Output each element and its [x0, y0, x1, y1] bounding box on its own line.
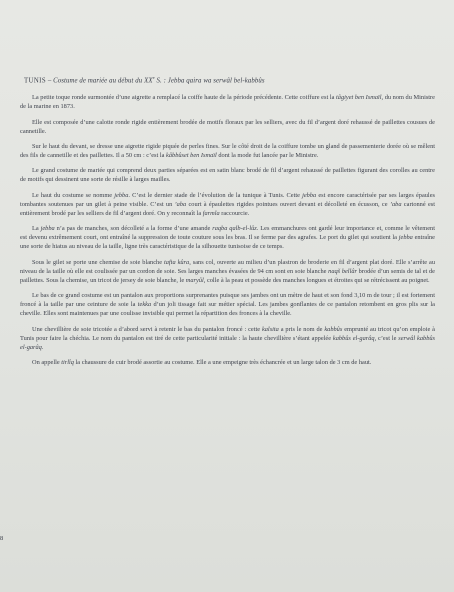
paragraphs — [20, 93, 435, 367]
text-run: est encore caractérisée par ses larges épaules tombantes soutenues par un gilet à peine visible. C’est un — [20, 191, 435, 208]
paragraph — [20, 166, 435, 184]
paragraph — [20, 325, 435, 352]
italic-term: farmla — [202, 209, 220, 217]
text-run: Le haut du costume se nomme — [32, 191, 115, 199]
text-run: . C’est le dernier stade de l’évolution de la tunique à Tunis. Cette — [128, 191, 303, 199]
text-run: , sans col, ouverte au milieu d’un plastron de broderie en fil d’argent plat doré. Elle s’arrête au niveau de la taille où elle est coulissée par un cordon de soie. Ses larges manches évasées de 94 cm sont en soie blanche — [20, 258, 435, 275]
text-run: Sur le haut du devant, se dresse une aigrette rigide piquée de perles fines. Sur le côté droit de la coiffure tombe un gland de passementerie dorée où se mêlent des fils de cannetille et des paillettes. Il a 50 cm : c’est la — [20, 143, 435, 160]
text-run: a pris le nom de — [278, 325, 325, 333]
paragraph — [20, 191, 435, 218]
italic-term: tâgiyet ben Ismaïl — [336, 94, 382, 102]
paragraph — [20, 291, 435, 318]
paragraph — [20, 118, 435, 136]
text-run: On appelle — [32, 359, 62, 367]
paragraph — [20, 142, 435, 160]
italic-term: jebba — [40, 225, 55, 233]
text-run: , du nom du Ministre de la marine en 1873. — [20, 94, 435, 111]
text-run: Le bas de ce grand costume est un pantalon aux proportions surprenantes puisque ses jambes ont un mètre de haut et son fond 3,10 m de tour ; il est fortement froncé à la taille par une ceinture de soie la — [20, 292, 435, 309]
text-run: Une chevillière de soie tricotée a d’abord servi à retenir le bas du pantalon froncé : cette — [32, 325, 262, 333]
text-run: Le grand costume de mariée qui comprend deux parties séparées est en satin blanc brodé de fil d’argent rehaussé de paillettes figurant des corolles au centre de motifs qui dessinent une sorte de résille à larges mailles. — [20, 167, 435, 184]
text-run: . Les emmanchures ont gardé leur importance et, comme le vêtement est devenu extrêmement court, ont entraîné la suppression de toute couture sous les bras. Il se ferme par des agrafes. Le port du gilet qui soutient la — [20, 225, 435, 242]
heading-title-2: S. : Jebba qaira wa serwâl bel-kabbûs — [154, 77, 265, 85]
italic-term: jebba — [114, 191, 129, 199]
text-run: La petite toque ronde surmontée d’une aigrette a remplacé la coiffe haute de la période précédente. Cette coiffure est la — [32, 94, 337, 102]
heading-place: TUNIS — [24, 77, 47, 85]
text-run: raccourcie. — [219, 209, 250, 217]
text-run: Sous le gilet se porte une chemise de soie blanche — [32, 258, 164, 266]
heading-title: Costume de mariée au début du XX — [53, 77, 153, 85]
italic-term: naqš bellâr — [328, 267, 357, 275]
text-run: brodée d’un semis de tal et de paillettes. Sous la chemise, un tricot de jersey de soie blanche, le — [20, 267, 435, 284]
page-number: 8 — [0, 535, 4, 542]
italic-term: kâbbûset ben Ismaïl — [166, 152, 217, 160]
italic-term: tirlîq — [61, 359, 74, 367]
text-run: la chaussure de cuir brodé assortie au costume. Elle a une empeigne très échancrée et un large talon de 3 cm de haut. — [73, 359, 372, 367]
paragraph — [20, 93, 435, 111]
italic-term: serwâl kabbûs el-garâq — [20, 334, 436, 351]
text-run: entraîne une sorte de hiatus au niveau de la taille, ligne très caractéristique de la silhouette tunisoise de ce temps. — [20, 234, 436, 251]
heading-dash: – — [46, 77, 54, 85]
italic-term: kabbûs — [324, 325, 343, 333]
italic-term: maryûl — [185, 276, 204, 284]
italic-term: jebba — [398, 234, 413, 242]
text-run: court à épaulettes rigides pointues ouvert devant et décolleté en écusson, ce — [186, 200, 390, 208]
italic-term: kalsita — [261, 325, 279, 333]
italic-term: kabbûs el-garâq — [332, 334, 375, 342]
text-run: n’a pas de manches, son décolleté a la forme d’une amande — [54, 225, 213, 233]
italic-term: ’aba — [389, 200, 402, 208]
text-run: cartonné est entièrement brodé par les selliers de fil d’argent doré. On y reconnaît la — [20, 200, 435, 217]
text-run: La — [32, 225, 41, 233]
italic-term: ’aba — [174, 200, 187, 208]
text-run: dont la mode fut lancée par le Ministre. — [216, 152, 319, 160]
text-run: , colle à la peau et possède des manches longues et étroites qui se rétrécissent au poignet. — [203, 276, 430, 284]
heading-superscript: e — [152, 75, 155, 80]
section-heading — [24, 73, 435, 86]
text-run: d’un joli tissage fait sur métier spécial. Les jambes gonflantes de ce pantalon retombent en gros plis sur la cheville. Elles sont maintenues par une coulisse invisible qui permet la répartition des fronces à la cheville. — [20, 301, 435, 318]
italic-term: tafta kûra — [163, 258, 190, 266]
italic-term: tekka — [137, 301, 152, 309]
italic-term: raqba qalb-el-lûz — [212, 225, 257, 233]
paragraph — [20, 224, 435, 251]
text-block — [20, 73, 435, 373]
text-run: , c’est le — [374, 334, 399, 342]
text-run: Elle est composée d’une calotte ronde rigide entièrement brodée de motifs floraux par les selliers, avec du fil d’argent doré rehaussé de paillettes cousues de cannetille. — [20, 118, 435, 135]
text-run: emprunté au tricot qu’on emploie à Tunis pour faire la chéchia. Le nom du pantalon est tiré de cette particularité initiale : la haute chevillière s’étant appelée — [20, 325, 435, 342]
paragraph — [20, 358, 435, 367]
italic-term: jebba — [302, 191, 317, 199]
paragraph — [20, 258, 435, 285]
text-run: . — [41, 343, 44, 351]
